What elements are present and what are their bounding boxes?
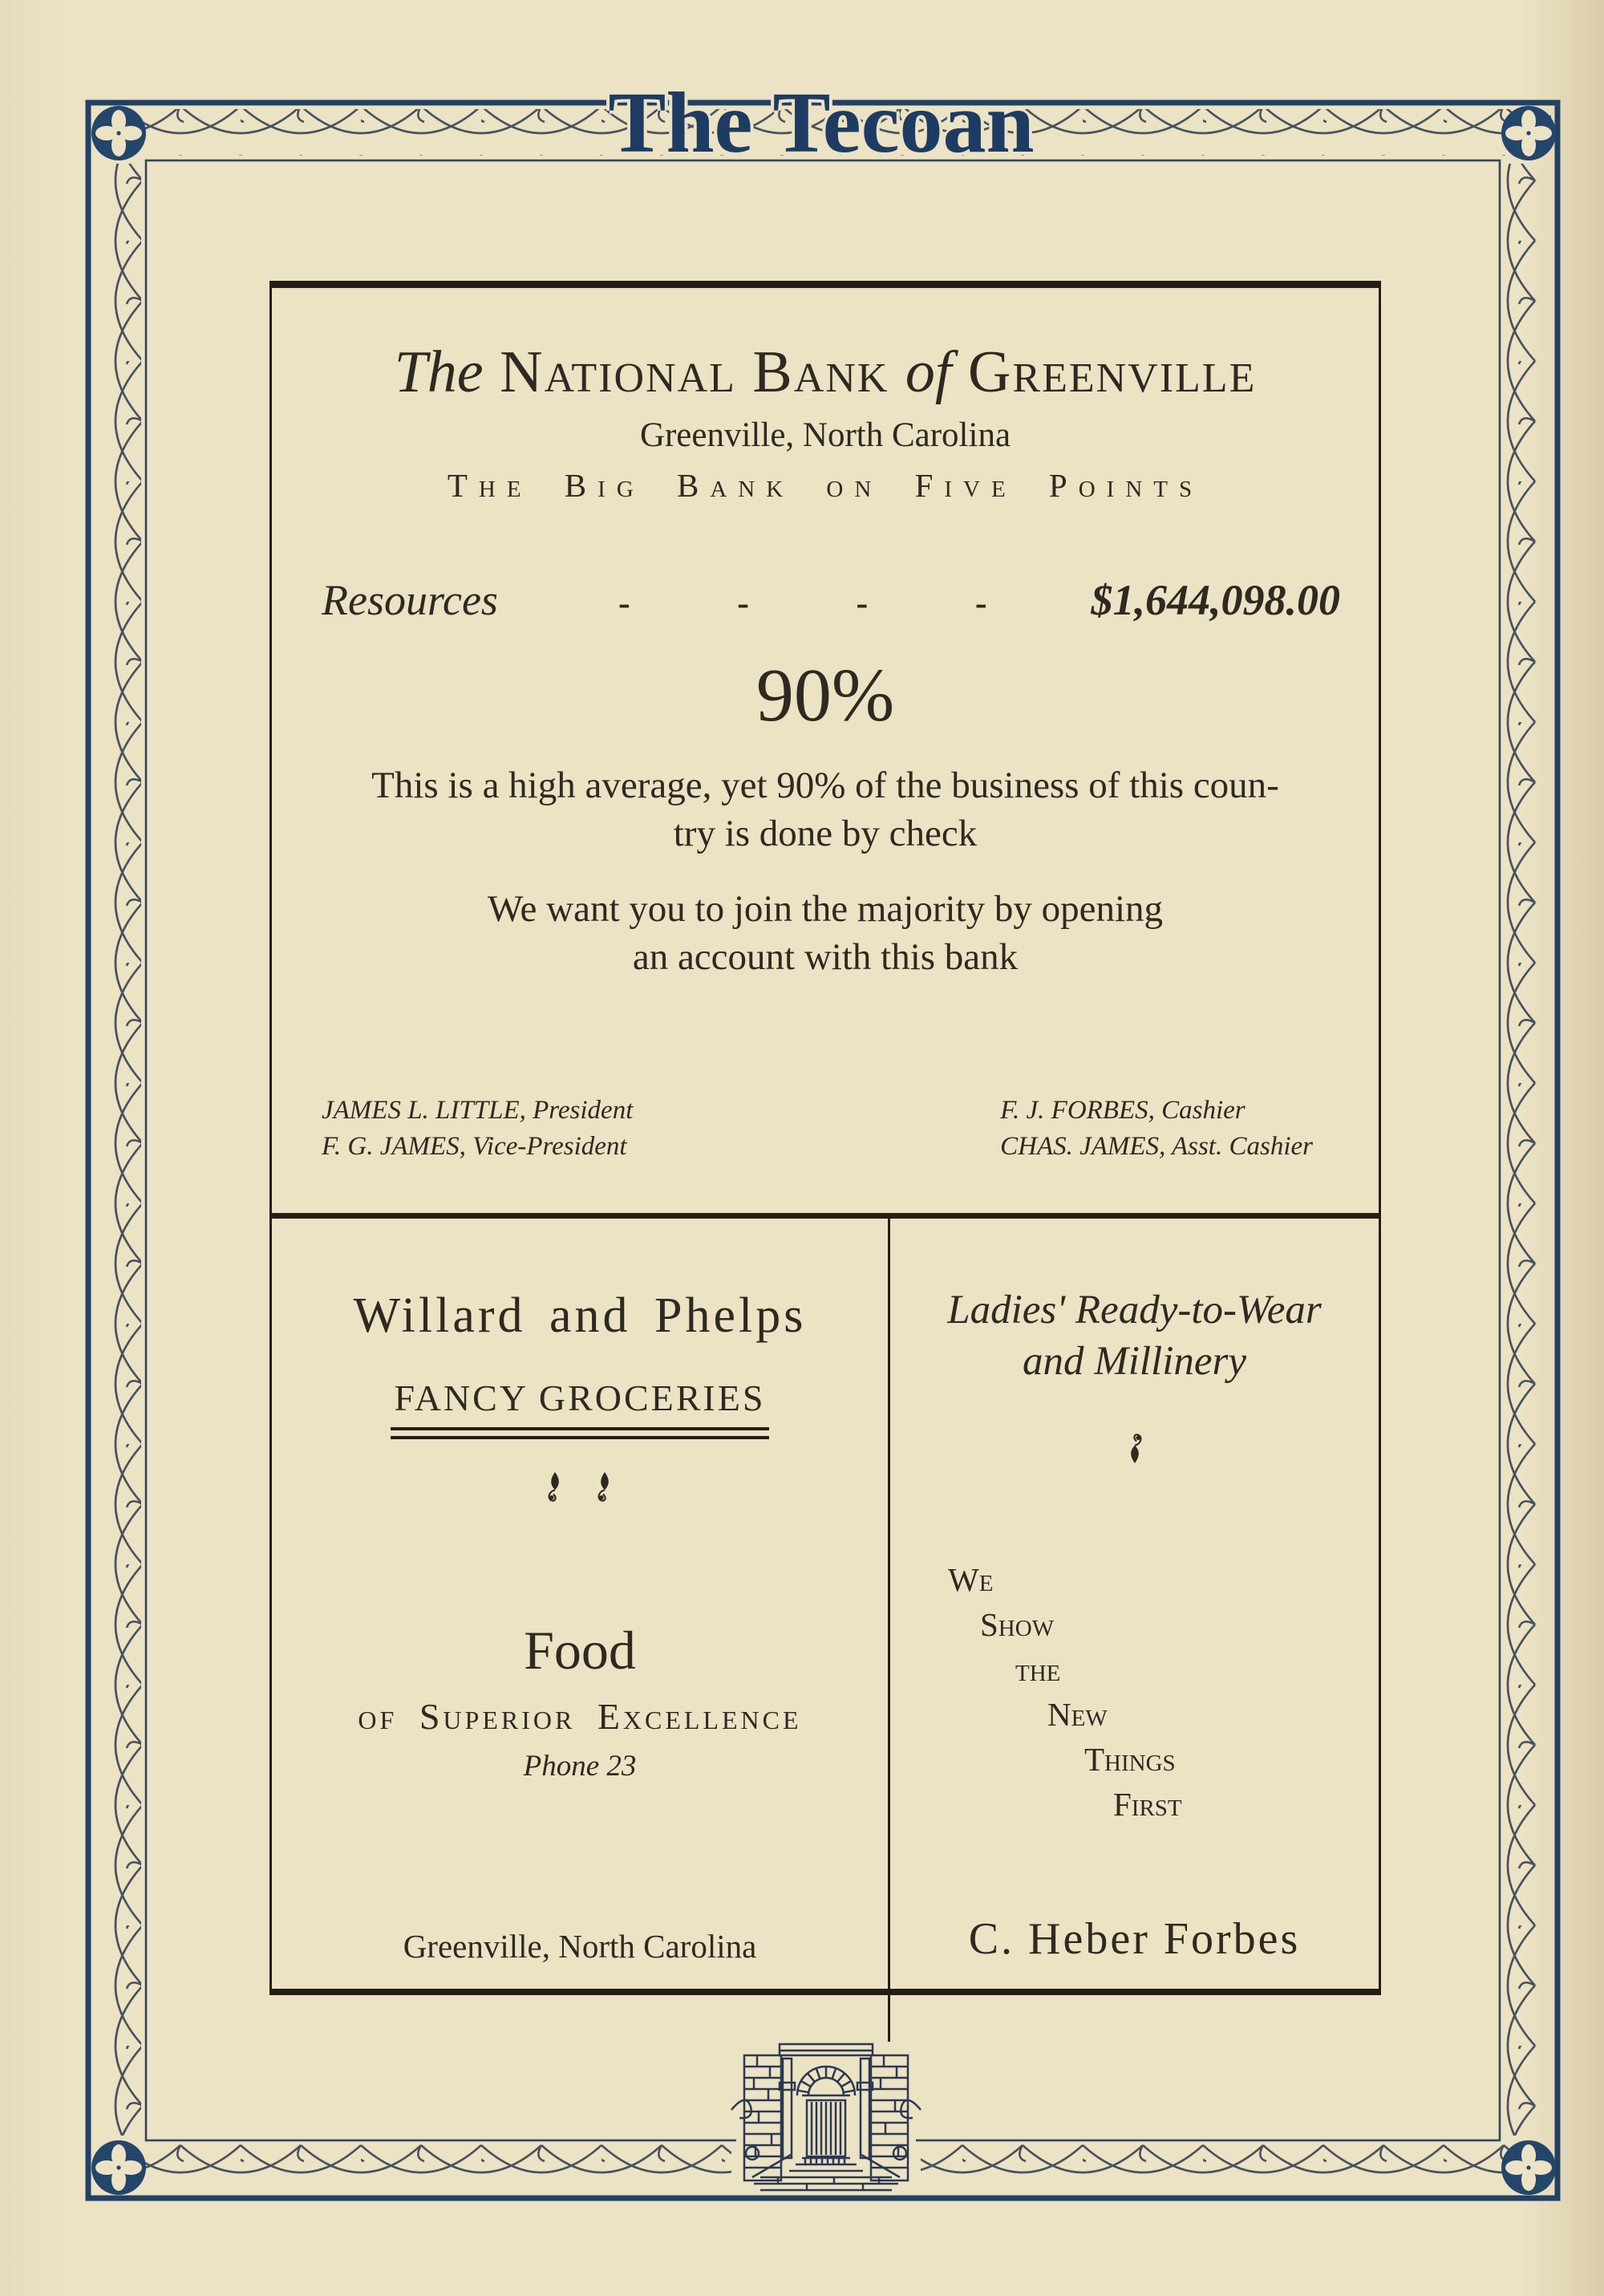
officer-entry: F. J. FORBES, Cashier [1000, 1096, 1246, 1125]
bank-title-the: The [394, 339, 484, 405]
dash: - [974, 582, 987, 623]
grocery-product: Food [524, 1620, 636, 1681]
officers-right-column [1000, 1093, 1313, 1165]
paragraph-line: We want you to join the majority by opening [487, 887, 1164, 930]
doorway-vignette-icon [731, 2040, 921, 2194]
bank-location: Greenville, North Carolina [639, 416, 1011, 454]
slogan-word: New [1047, 1696, 1108, 1733]
paragraph-line: try is done by check [673, 812, 978, 854]
millinery-ornament [890, 1434, 1379, 1464]
corner-flower-icon [91, 2140, 146, 2195]
bank-officers [272, 1093, 1379, 1165]
officer-entry: CHAS. JAMES, Asst. Cashier [1000, 1132, 1313, 1161]
slogan-word: We [948, 1561, 994, 1598]
dash: - [737, 582, 749, 623]
paragraph-line: an account with this bank [632, 935, 1019, 978]
bank-title-of: of [905, 339, 952, 405]
grocery-category: FANCY GROCERIES [394, 1377, 766, 1418]
grocery-ad [272, 1219, 890, 2042]
bank-tagline: The Big Bank on Five Points [447, 466, 1204, 504]
slogan-word: the [1015, 1651, 1061, 1688]
slogan-word: Things [1084, 1741, 1176, 1778]
advertisement-box [269, 281, 1381, 1995]
grocery-quality: of Superior Excellence [358, 1696, 802, 1737]
dash: - [856, 582, 869, 623]
paragraph-line: This is a high average, yet 90% of the business of this coun- [371, 764, 1279, 806]
bud-fleuron-icon [1124, 1434, 1146, 1464]
lower-ads [272, 1213, 1379, 2042]
dash: - [618, 582, 630, 623]
officers-left-column [322, 1093, 633, 1165]
bank-ad-title [272, 339, 1379, 406]
resources-dashes [498, 582, 1092, 623]
double-rule-top [391, 1427, 769, 1430]
millinery-headline [890, 1284, 1379, 1387]
officer-entry: F. G. JAMES, Vice-President [322, 1132, 627, 1161]
resources-label: Resources [322, 575, 498, 624]
slogan-word: Show [980, 1606, 1055, 1643]
bank-ad [272, 339, 1379, 1213]
grocery-phone: Phone 23 [523, 1750, 637, 1783]
bank-resources-row [272, 575, 1379, 625]
double-rule-bottom [391, 1436, 769, 1439]
bank-title-name: National Bank [500, 339, 889, 405]
bank-percent: 90% [755, 653, 895, 737]
bud-fleuron-icon [593, 1471, 616, 1502]
masthead-title: The Tecoan [608, 75, 1035, 171]
corner-flower-icon [1501, 2140, 1556, 2195]
millinery-ad [890, 1219, 1379, 2042]
grocery-ornaments [272, 1471, 888, 1502]
slogan-word: First [1113, 1786, 1182, 1823]
bank-title-place: Greenville [967, 339, 1257, 405]
bank-paragraph-1 [272, 761, 1379, 858]
headline-line: and Millinery [1022, 1339, 1247, 1384]
resources-amount: $1,644,098.00 [1091, 575, 1340, 624]
bud-fleuron-icon [544, 1471, 566, 1502]
grocery-location: Greenville, North Carolina [403, 1928, 757, 1965]
bank-paragraph-2 [272, 885, 1379, 981]
headline-line: Ladies' Ready-to-Wear [947, 1288, 1322, 1333]
officer-entry: JAMES L. LITTLE, President [322, 1096, 634, 1125]
millinery-slogan [890, 1557, 1379, 1827]
millinery-name: C. Heber Forbes [968, 1914, 1301, 1964]
grocery-name: Willard and Phelps [353, 1288, 807, 1343]
